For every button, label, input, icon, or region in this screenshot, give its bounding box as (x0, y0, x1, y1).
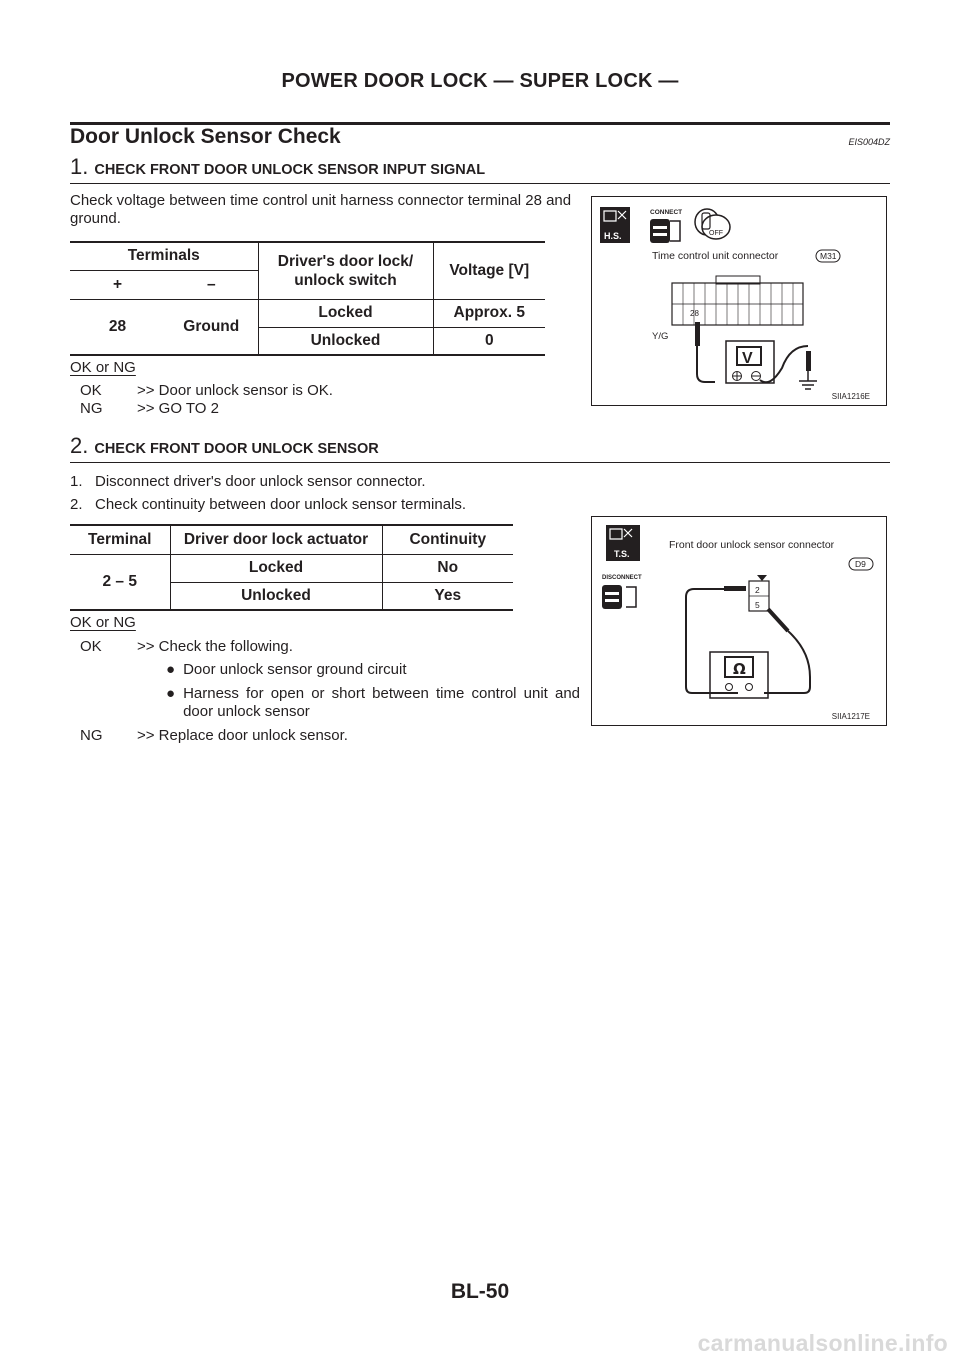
terminal-cell: 2 – 5 (70, 554, 170, 610)
probe-negative (806, 351, 811, 371)
page-header-title: POWER DOOR LOCK — SUPER LOCK — (281, 70, 679, 92)
step-1-rule (70, 183, 890, 184)
step-2-title: CHECK FRONT DOOR UNLOCK SENSOR (94, 441, 379, 457)
ground-icon (799, 371, 817, 389)
pin-a-label: 2 (755, 585, 760, 595)
connector-unplug-icon (602, 585, 636, 609)
step-2-ok-label: OK (80, 638, 102, 655)
bullet-icon: ● (166, 685, 176, 702)
step-1-number: 1. (70, 154, 89, 179)
pin-b-label: 5 (755, 600, 760, 610)
voltage-check-diagram (592, 197, 886, 405)
actuator-state-cell: Locked (170, 554, 382, 582)
step-2-number: 2. (70, 433, 89, 458)
figure-continuity-check (591, 516, 887, 726)
step-1-ok-text: >> Door unlock sensor is OK. (137, 382, 333, 399)
figure-2-caption: SIIA1217E (831, 712, 870, 721)
switch-cell: Locked (258, 299, 433, 327)
bullet-item (166, 661, 580, 679)
connector-title: Front door unlock sensor connector (669, 539, 835, 551)
wire-color-label: Y/G (652, 331, 669, 342)
step-2-heading (70, 433, 379, 459)
terminal-header: Terminal (70, 525, 170, 554)
disconnect-label: DISCONNECT (602, 575, 642, 581)
step-1-ok-ng-label: OK or NG (70, 359, 136, 376)
figure-voltage-check (591, 196, 887, 406)
watermark: carmanualsonline.info (697, 1330, 948, 1356)
voltage-header: Voltage [V] (433, 242, 545, 299)
figure-1-caption: SIIA1216E (831, 392, 870, 401)
step-2-ok-text: >> Check the following. (137, 638, 293, 655)
terminal-28-cell: 28 (70, 299, 165, 355)
connect-label: CONNECT (650, 209, 683, 216)
step-2-item-1: 1. Disconnect driver's door unlock sensor connector. (70, 473, 426, 490)
connector-plug-icon (650, 219, 680, 243)
continuity-cell: Yes (382, 582, 513, 610)
terminals-header: Terminals (70, 242, 258, 270)
bullet-item (166, 685, 580, 721)
connector-title: Time control unit connector (652, 250, 779, 262)
step-1-ng-text: >> GO TO 2 (137, 400, 219, 417)
connector-id: M31 (820, 251, 837, 261)
actuator-header: Driver door lock actuator (170, 525, 382, 554)
bullet-text: Harness for open or short between time control unit and door unlock sensor (183, 685, 580, 720)
hs-badge-label: H.S. (604, 231, 622, 241)
step-2-continuity-table (70, 524, 513, 611)
section-title: Door Unlock Sensor Check (70, 125, 341, 148)
meter-label: Ω (733, 660, 746, 678)
continuity-cell: No (382, 554, 513, 582)
switch-cell: Unlocked (258, 327, 433, 355)
step-1-ng-label: NG (80, 400, 103, 417)
continuity-header: Continuity (382, 525, 513, 554)
step-2-ng-label: NG (80, 727, 103, 744)
voltage-cell: Approx. 5 (433, 299, 545, 327)
continuity-check-diagram (592, 517, 886, 725)
bullet-text: Door unlock sensor ground circuit (183, 661, 407, 678)
step-1-instruction: Check voltage between time control unit harness connector terminal 28 and ground. (70, 192, 572, 227)
page-number: BL-50 (450, 1280, 510, 1303)
ts-badge-label: T.S. (614, 549, 630, 559)
minus-header: – (165, 270, 258, 299)
step-2-rule (70, 462, 890, 463)
step-1-title: CHECK FRONT DOOR UNLOCK SENSOR INPUT SIGNAL (94, 162, 486, 178)
terminal-number-label: 28 (690, 309, 699, 318)
voltage-cell: 0 (433, 327, 545, 355)
plus-header: + (70, 270, 165, 299)
probe-pin-a (724, 586, 746, 591)
switch-header: Driver's door lock/ unlock switch (258, 242, 433, 299)
bullet-icon: ● (166, 661, 176, 678)
step-1-voltage-table (70, 241, 545, 356)
document-code: EIS004DZ (848, 137, 890, 147)
ground-cell: Ground (165, 299, 258, 355)
step-2-ok-ng-label: OK or NG (70, 614, 136, 631)
step-1-heading (70, 154, 485, 180)
step-2-ng-text: >> Replace door unlock sensor. (137, 727, 348, 744)
meter-label: V (742, 350, 753, 367)
probe-positive (695, 322, 700, 346)
step-2-item-2: 2. Check continuity between door unlock sensor terminals. (70, 496, 467, 513)
connector-id: D9 (855, 559, 866, 569)
off-label: OFF (709, 230, 723, 237)
actuator-state-cell: Unlocked (170, 582, 382, 610)
step-1-ok-label: OK (80, 382, 102, 399)
